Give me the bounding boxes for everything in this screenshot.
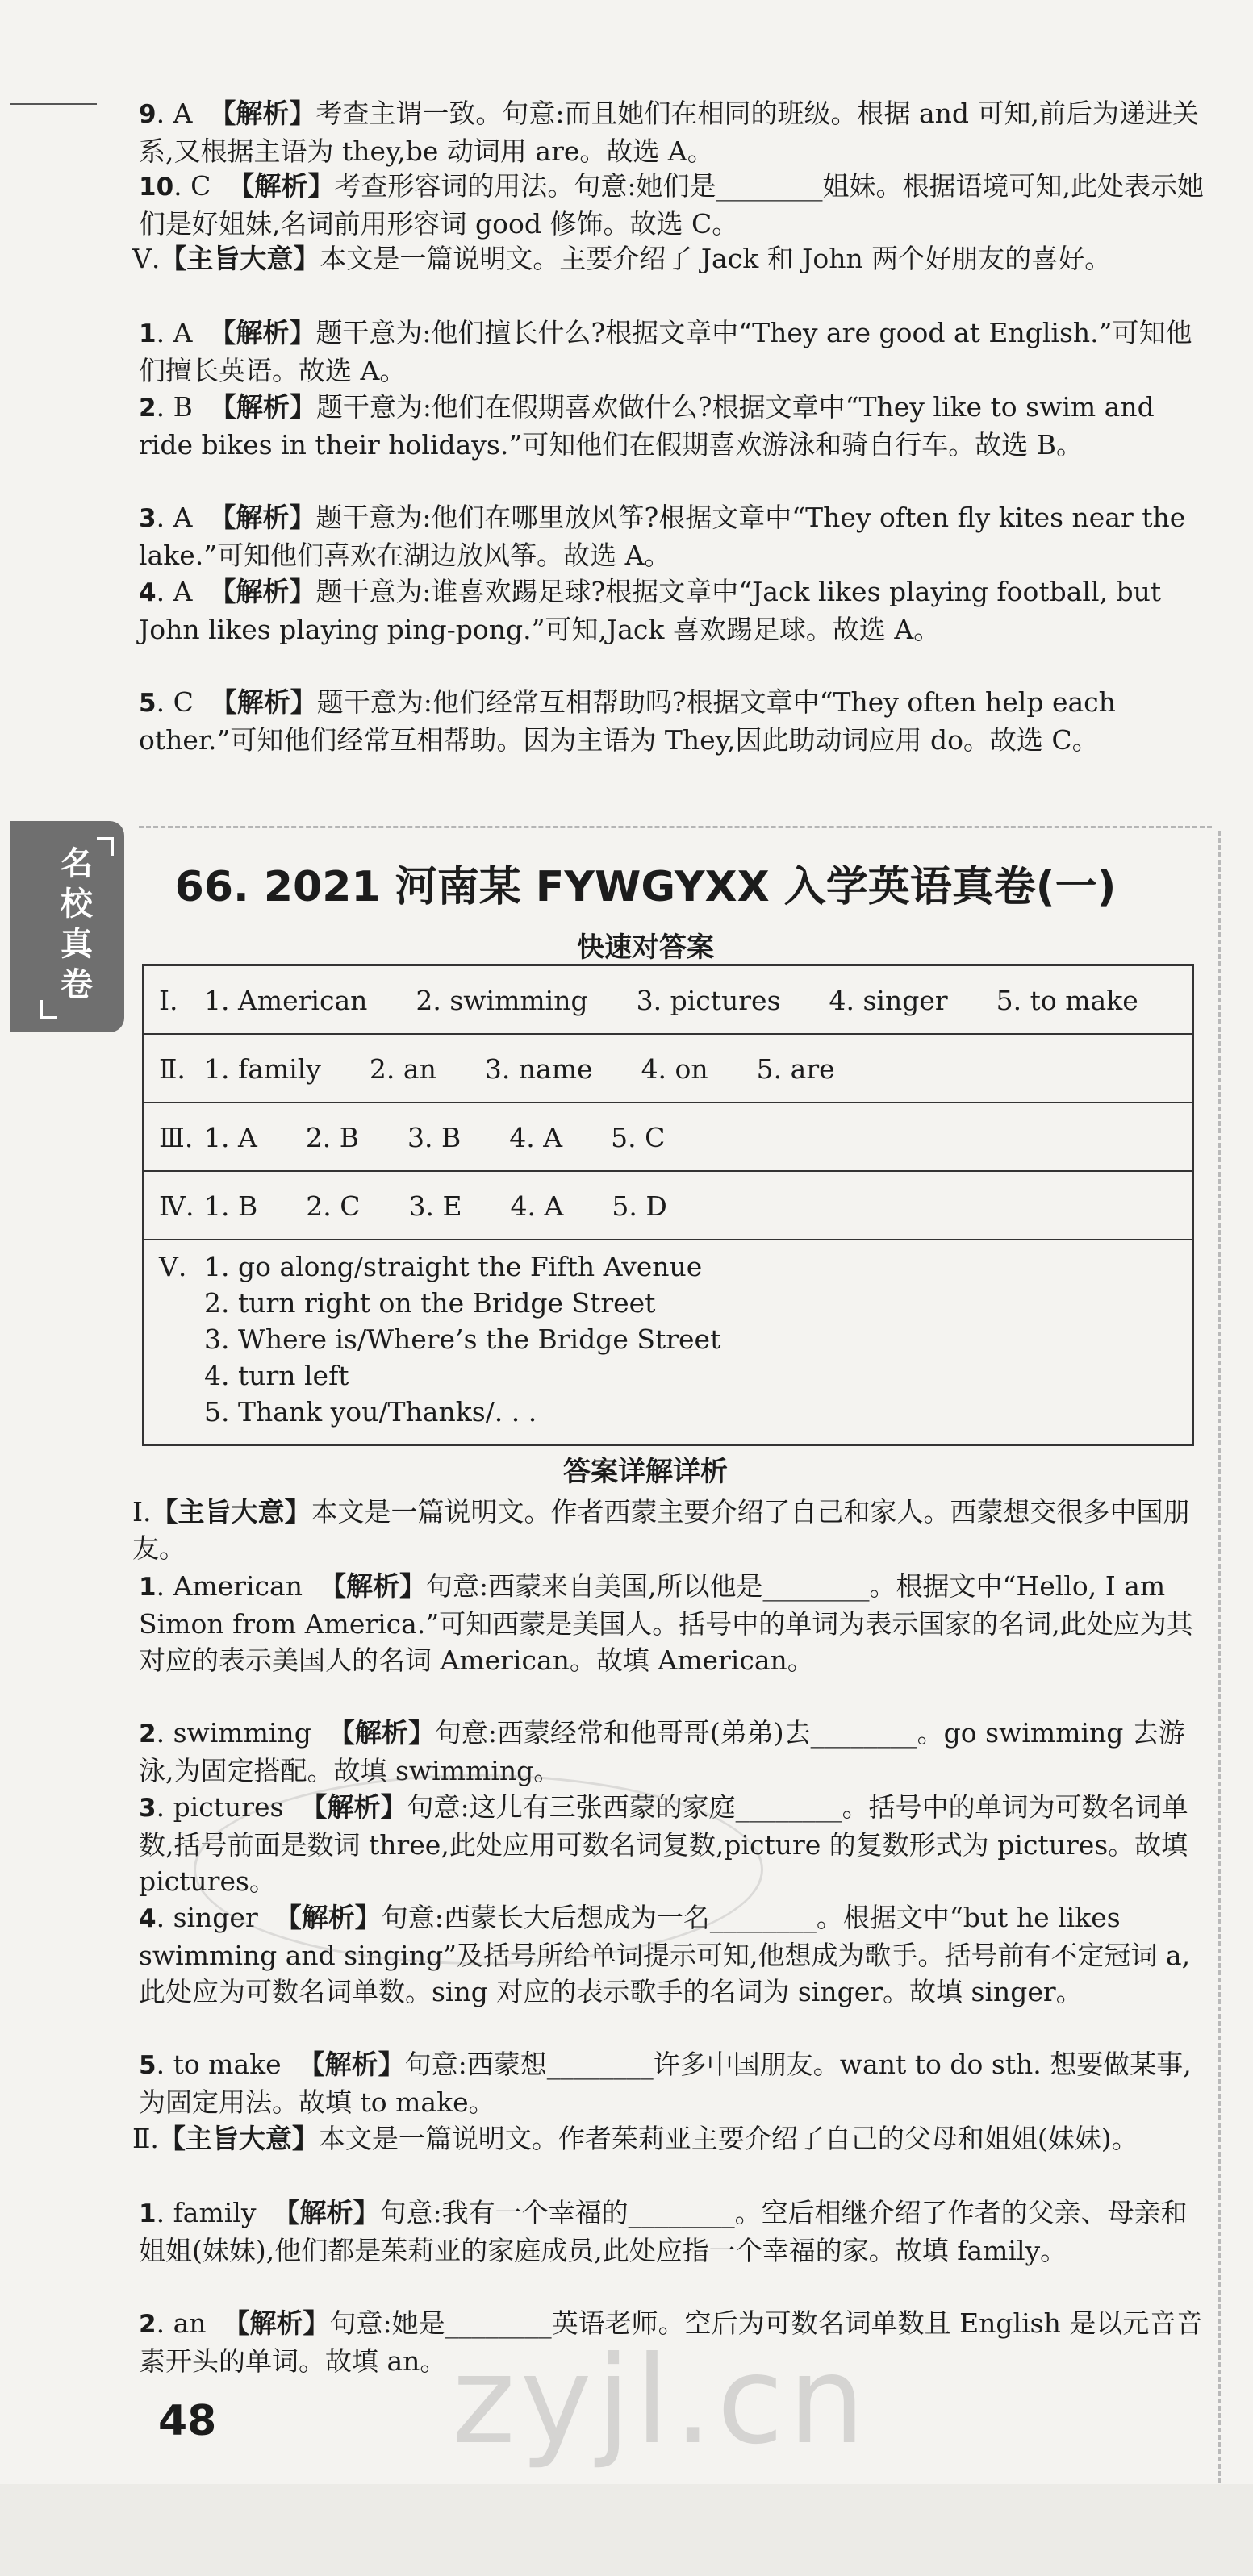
watermark-circle [194,1774,763,1965]
page-number: 48 [158,2397,217,2445]
part5-item-4: 4. A 【解析】题干意为:谁喜欢踢足球?根据文章中“Jack likes playing football, but John likes playing ping-pong.”可知,Jack 喜欢踢足球。故选 A。 [139,576,1162,645]
part5-item-1: 1. A 【解析】题干意为:他们擅长什么?根据文章中“They are good at English.”可知他们擅长英语。故选 A。 [139,317,1192,386]
watermark: zyjl.cn [452,2331,871,2471]
item-10: 10. C 【解析】考查形容词的用法。句意:她们是________姐妹。根据语境可知,此处表示她们是好姐妹,名词前用形容词 good 修饰。故选 C。 [139,170,1204,240]
top-rule [10,103,97,105]
detail-part1-item-4: 4. singer 【解析】句意:西蒙长大后想成为一名________。根据文中“but he likes swimming and singing”及括号所给单词提示可知,他想成为歌手。括号前有不定冠词 a,此处应为可数名词单数。sing 对应的表示歌手的名词为 singer。故填 singer。 [139,1902,1191,2007]
detail-part2-item-2: 2. an 【解析】句意:她是________英语老师。空后为可数名词单数且 English 是以元音音素开头的单词。故填 an。 [139,2307,1203,2377]
answer-row-2: Ⅱ. 1. family 2. an 3. name 4. on 5. are [144,1035,1192,1103]
detail-part1-intro: Ⅰ.【主旨大意】本文是一篇说明文。作者西蒙主要介绍了自己和家人。西蒙想交很多中国朋友。 [132,1496,1190,1564]
side-tab-label: 名校真卷 [61,845,93,1003]
part5-intro: Ⅴ.【主旨大意】本文是一篇说明文。主要介绍了 Jack 和 John 两个好朋友的喜好。 [132,243,1112,274]
detail-part1-item-1: 1. American 【解析】句意:西蒙来自美国,所以他是________。根据文中“Hello, I am Simon from America.”可知西蒙是美国人。括号中的单词为表示国家的名词,此处应为其对应的表示美国人的名词 American。故填 American。 [139,1570,1193,1676]
exam-title: 66. 2021 河南某 FYWGYXX 入学英语真卷(一) [174,863,1117,911]
quick-answers-title: 快速对答案 [577,932,714,964]
part5-item-5: 5. C 【解析】题干意为:他们经常互相帮助吗?根据文章中“They often help each other.”可知他们经常互相帮助。因为主语为 They,因此助动词应用 do。故选 C。 [139,686,1116,756]
bottom-strip [0,2484,1253,2576]
part5-item-2: 2. B 【解析】题干意为:他们在假期喜欢做什么?根据文章中“They like to swim and ride bikes in their holidays.”可知他们在假期喜欢游泳和骑自行车。故选 B。 [139,391,1155,461]
item-9: 9. A 【解析】考查主谓一致。句意:而且她们在相同的班级。根据 and 可知,前后为递进关系,又根据主语为 they,be 动词用 are。故选 A。 [139,98,1200,167]
answer-row-1: Ⅰ. 1. American 2. swimming 3. pictures 4. singer 5. to make [144,966,1192,1035]
detail-part2-intro: Ⅱ.【主旨大意】本文是一篇说明文。作者茱莉亚主要介绍了自己的父母和姐姐(妹妹)。 [132,2123,1138,2154]
detail-part2-item-1: 1. family 【解析】句意:我有一个幸福的________。空后相继介绍了作者的父亲、母亲和姐姐(妹妹),他们都是茱莉亚的家庭成员,此处应指一个幸福的家。故填 family。 [139,2197,1188,2266]
margin-dashed-rule [1218,831,1221,2549]
detail-part1-item-5: 5. to make 【解析】句意:西蒙想________许多中国朋友。want to do sth. 想要做某事,为固定用法。故填 to make。 [139,2049,1192,2118]
answer-row-3: Ⅲ. 1. A 2. B 3. B 4. A 5. C [144,1103,1192,1172]
part5-item-3: 3. A 【解析】题干意为:他们在哪里放风筝?根据文章中“They often fly kites near the lake.”可知他们喜欢在湖边放风筝。故选 A。 [139,502,1186,571]
detail-part1-item-3: 3. pictures 【解析】句意:这儿有三张西蒙的家庭________。括号中的单词为可数名词单数,括号前面是数词 three,此处应用可数名词复数,picture 的复数形式为 pictures。故填 pictures。 [139,1791,1188,1897]
section-divider [139,826,1212,828]
detail-part1-item-2: 2. swimming 【解析】句意:西蒙经常和他哥哥(弟弟)去________。go swimming 去游泳,为固定搭配。故填 swimming。 [139,1717,1185,1786]
prev-section [132,95,1212,794]
bracket-corner-icon [97,837,114,856]
answer-row-4: Ⅳ. 1. B 2. C 3. E 4. A 5. D [144,1172,1192,1240]
side-tab [10,821,124,1032]
bracket-corner-icon [40,1000,57,1019]
quick-answers-box [142,964,1194,1446]
detail-title: 答案详解详析 [563,1456,728,1488]
answer-row-5: Ⅴ. 1. go along/straight the Fifth Avenue 2. turn right on the Bridge Street 3. Where is/Where’s the Bridge Street 4. turn left 5. Thank you/Thanks/. . . [159,1251,721,1428]
